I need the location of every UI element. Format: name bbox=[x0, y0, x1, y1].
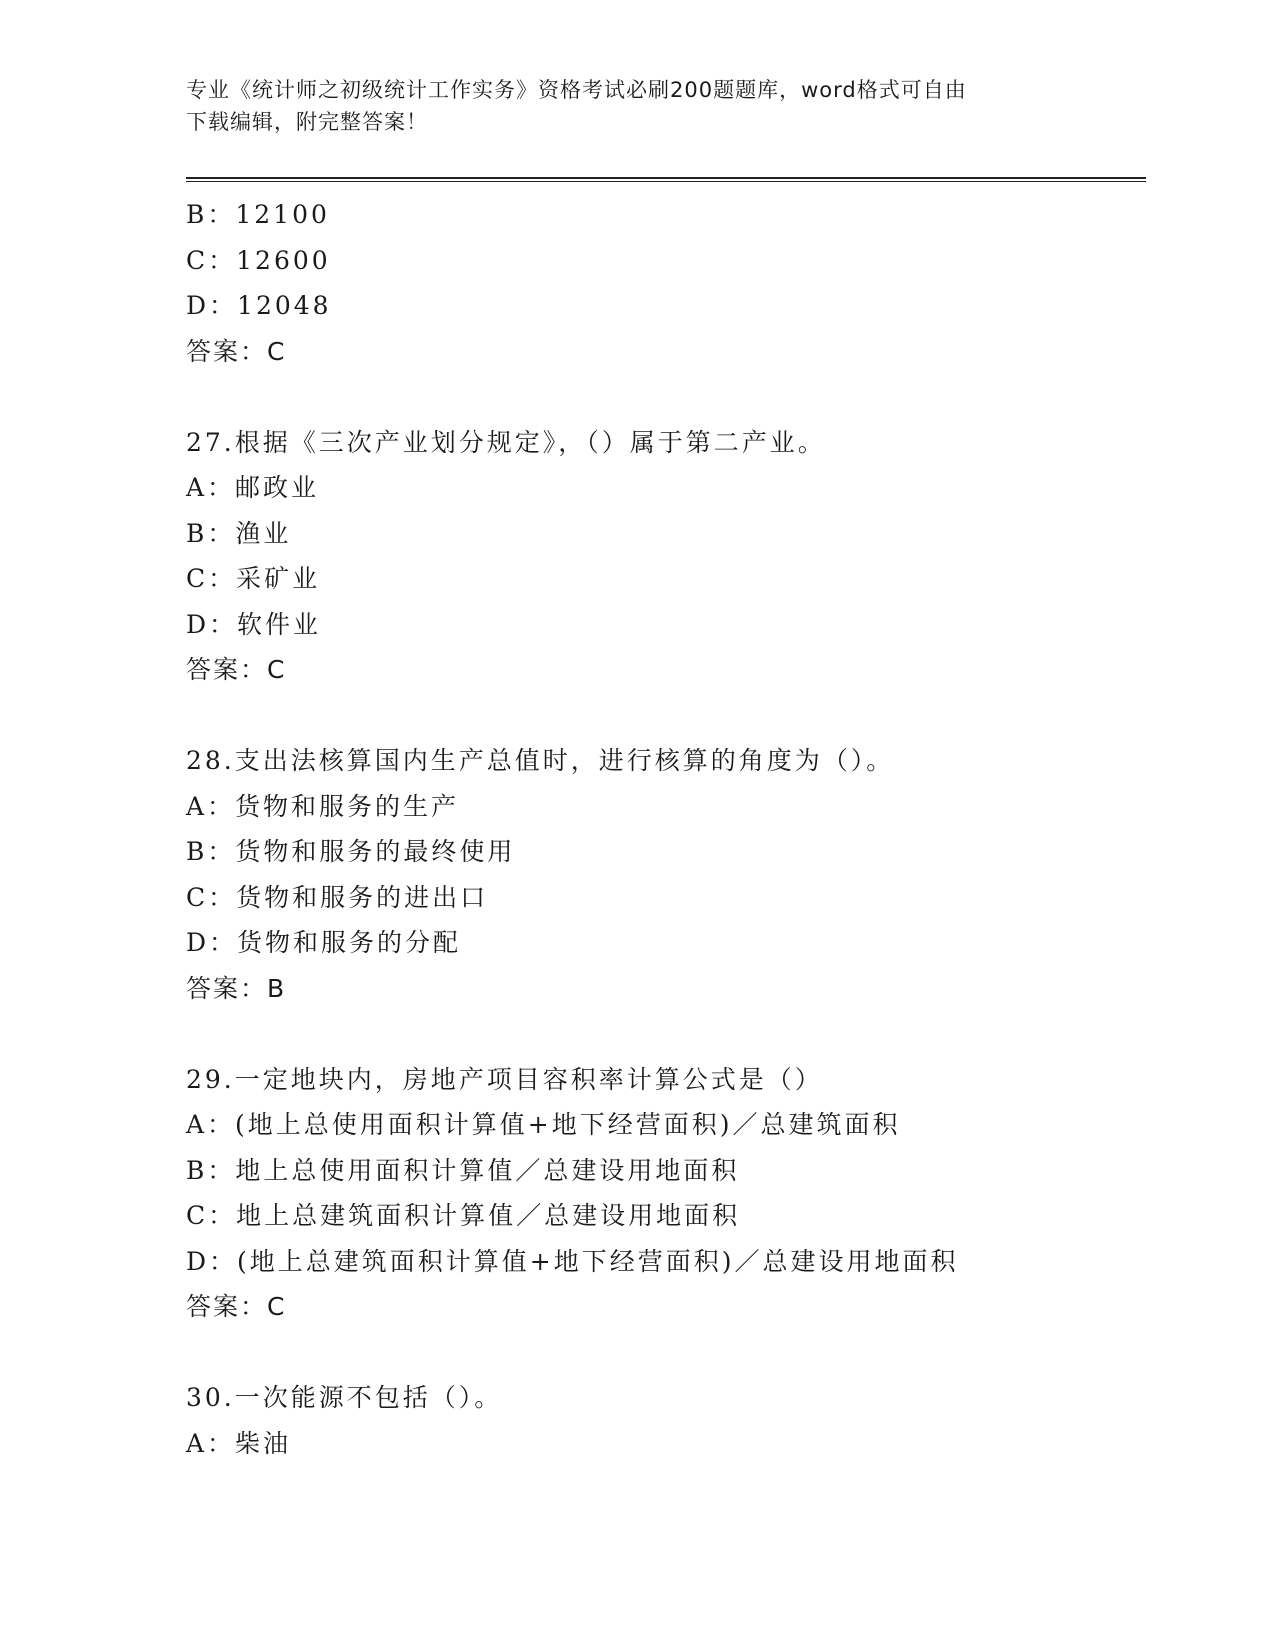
option-a: A：(地上总使用面积计算值+地下经营面积)／总建筑面积 bbox=[186, 1110, 901, 1139]
spacer bbox=[186, 1011, 1146, 1057]
question-stem: 27.根据《三次产业划分规定》，（）属于第二产业。 bbox=[186, 427, 826, 457]
answer-label: 答案：C bbox=[186, 655, 287, 684]
option-c: C：地上总建筑面积计算值／总建设用地面积 bbox=[186, 1201, 741, 1230]
option-b: B：渔业 bbox=[186, 518, 292, 548]
question-stem: 29.一定地块内，房地产项目容积率计算公式是（） bbox=[186, 1064, 823, 1094]
header-divider bbox=[186, 177, 1146, 182]
spacer bbox=[186, 1330, 1146, 1376]
option-c: C：货物和服务的进出口 bbox=[186, 882, 489, 912]
option-d: D：(地上总建筑面积计算值+地下经营面积)／总建设用地面积 bbox=[186, 1246, 959, 1276]
header-line-1: 专业《统计师之初级统计工作实务》资格考试必刷200题题库，word格式可自由 bbox=[186, 78, 967, 102]
option-a: A：货物和服务的生产 bbox=[186, 791, 460, 821]
option-a: A：柴油 bbox=[186, 1428, 292, 1458]
option-c: C：采矿业 bbox=[186, 564, 321, 593]
question-stem: 28.支出法核算国内生产总值时，进行核算的角度为（）。 bbox=[186, 746, 895, 775]
question-26-partial bbox=[186, 192, 1146, 374]
answer-label: 答案：C bbox=[186, 1292, 287, 1321]
answer-label: 答案：C bbox=[186, 336, 287, 366]
question-27 bbox=[186, 420, 1146, 693]
header-line-2: 下载编辑，附完整答案！ bbox=[186, 110, 428, 134]
question-28 bbox=[186, 738, 1146, 1011]
question-list bbox=[186, 192, 1146, 1466]
question-29 bbox=[186, 1057, 1146, 1330]
option-b: B：货物和服务的最终使用 bbox=[186, 837, 516, 866]
answer-label: 答案：B bbox=[186, 973, 287, 1003]
spacer bbox=[186, 374, 1146, 420]
option-b: B：12100 bbox=[186, 200, 330, 229]
option-d: D：12048 bbox=[186, 291, 332, 320]
question-30 bbox=[186, 1375, 1146, 1466]
question-stem: 30.一次能源不包括（）。 bbox=[186, 1383, 503, 1412]
option-a: A：邮政业 bbox=[186, 473, 320, 502]
option-c: C：12600 bbox=[186, 245, 331, 275]
option-b: B：地上总使用面积计算值／总建设用地面积 bbox=[186, 1155, 740, 1185]
page-header bbox=[186, 74, 1086, 138]
spacer bbox=[186, 693, 1146, 739]
option-d: D：软件业 bbox=[186, 609, 322, 639]
option-d: D：货物和服务的分配 bbox=[186, 928, 462, 957]
